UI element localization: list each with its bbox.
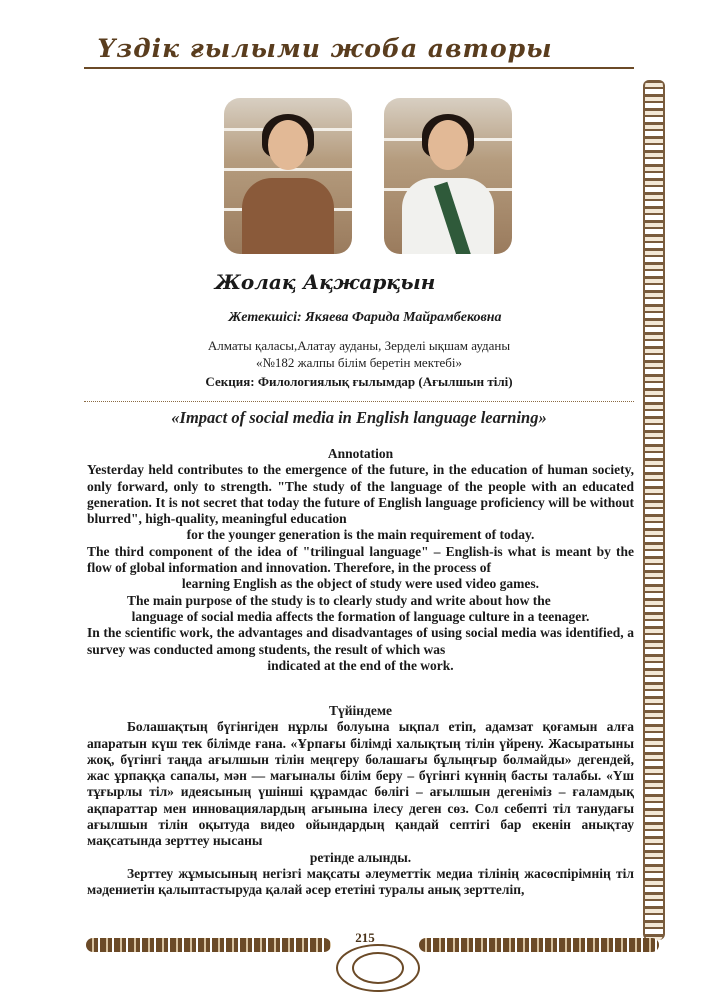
annotation-paragraph-1: Yesterday held contributes to the emergence of the future, in the education of human society, only forward, only to strength. "The study of the language of the people with an educated generation. It is not secret that today the future of English language proficiency will be without blurred", high-quality, meaningful education bbox=[87, 462, 634, 527]
annotation-paragraph-2-end: learning English as the object of study were used video games. bbox=[181, 576, 540, 592]
annotation-paragraph-4: In the scientific work, the advantages and disadvantages of using social media was identified, a survey was conducted among students, the result of which was bbox=[87, 625, 634, 657]
annotation-paragraph-1-end: for the younger generation is the main requirement of today. bbox=[186, 527, 535, 543]
page-header-title: Үздік ғылыми жоба авторы bbox=[97, 34, 553, 63]
supervisor-photo bbox=[224, 98, 352, 254]
summary-block bbox=[87, 703, 634, 899]
footer-knot-inner bbox=[352, 952, 404, 984]
article-title: «Impact of social media in English language learning» bbox=[171, 408, 547, 427]
dotted-divider bbox=[84, 401, 634, 402]
annotation-paragraph-4-end: indicated at the end of the work. bbox=[267, 657, 454, 673]
header-rule bbox=[84, 67, 634, 69]
annotation-paragraph-3-end: language of social media affects the formation of language culture in a teenager. bbox=[131, 608, 590, 624]
summary-paragraph-2: Зерттеу жұмысының негізгі мақсаты әлеуметтік медиа тілінің жасөспірімнің тіл мәдениетін қалыптастыруда қалай әсер ететіні туралы анық зерттеліп, bbox=[87, 865, 634, 898]
annotation-block bbox=[87, 446, 634, 674]
author-name: Жолақ Ақжарқын bbox=[214, 270, 436, 294]
annotation-paragraph-3: The main purpose of the study is to clearly study and write about how the bbox=[127, 592, 551, 608]
summary-heading: Түйіндеме bbox=[328, 703, 393, 718]
annotation-paragraph-2: The third component of the idea of "trilingual language" – English-is what is meant by the flow of global information and innovation. Therefore, in the process of bbox=[87, 543, 634, 576]
page-number: 215 bbox=[355, 930, 375, 945]
ornamental-border bbox=[643, 80, 665, 940]
school-line-1: Алматы қаласы,Алатау ауданы, Зерделі ықшам ауданы bbox=[207, 338, 511, 353]
section-line: Секция: Филологиялық ғылымдар (Ағылшын тілі) bbox=[205, 374, 513, 389]
school-line-2: «№182 жалпы білім беретін мектебі» bbox=[255, 355, 463, 370]
supervisor-line: Жетекшісі: Якяева Фарида Майрамбековна bbox=[228, 310, 502, 325]
author-photo bbox=[384, 98, 512, 254]
annotation-heading: Annotation bbox=[327, 446, 394, 461]
summary-paragraph-1: Болашақтың бүгінгіден нұрлы болуына ықпал етіп, адамзат қоғамын алға апаратын күш тек білімде ғана. «Ұрпағы білімді халықтың тілін үйрену. Жасыратыны жоқ, бүгінгі таңда ағылшын тілін меңгеру болашағы бұлыңғыр болмайды» дегендей, жас ұрпаққа сапалы, мән — мағыналы білім беру – бүгінгі күннің басты талабы. «Үш тұғырлы тіл» идеясының үшінші құрамдас бөлігі – ағылшын дегеніміз – ғаламдық ақпараттар мен инновациялардың ағынына ілесу деген сөз. Сол себепті тіл танудағы ағылшын тілін оқытуда видео ойындардың қандай септігі бар екенін анықтау мақсатында зерттеу нысаны bbox=[87, 719, 634, 849]
summary-paragraph-1-end: ретінде алынды. bbox=[309, 849, 412, 865]
